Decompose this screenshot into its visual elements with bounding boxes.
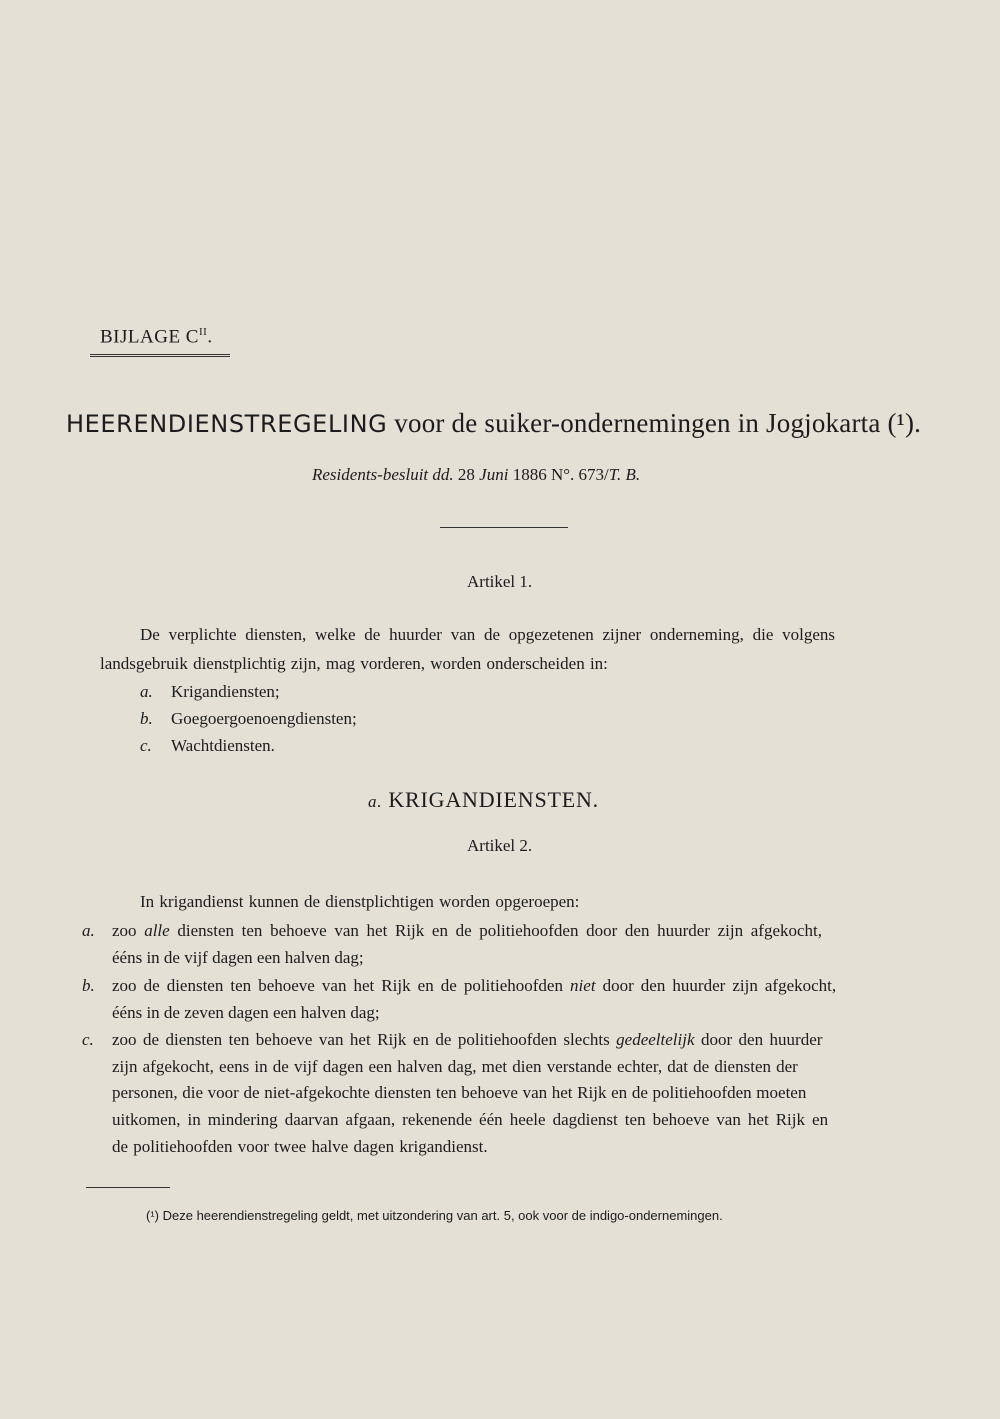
article-2-item-c-line-2: zijn afgekocht, eens in de vijf dagen een halven dag, met dien verstande echter, dat de diensten der: [112, 1057, 798, 1076]
appendix-label: BIJLAGE $C^{II}$.: [100, 326, 213, 348]
article-1-item-label-a: a.: [140, 682, 153, 701]
article-2-item-a-line-2: ééns in de vijf dagen een halven dag;: [112, 948, 364, 967]
article-2-item-label-c: c.: [82, 1030, 94, 1049]
article-2-intro: In krigandienst kunnen de dienstplichtigen worden opgeroepen:: [140, 892, 580, 911]
article-2-item-c-line-3: personen, die voor de niet-afgekochte diensten ten behoeve van het Rijk en de politiehoofden moeten: [112, 1083, 807, 1102]
article-2-item-c-line-4: uitkomen, in mindering daarvan afgaan, rekenende één heele dagdienst ten behoeve van het Rijk en: [112, 1110, 829, 1129]
document-title: HEERENDIENSTREGELING voor de suiker-ondernemingen in Jogjokarta (¹).: [66, 408, 922, 438]
article-2-item-label-b: b.: [82, 976, 95, 995]
article-1-item-text-a: Krigandiensten;: [171, 682, 280, 701]
appendix-underline: [90, 354, 230, 357]
article-2-item-c-line-5: de politiehoofden voor twee halve dagen krigandienst.: [112, 1137, 488, 1156]
article-1-item-label-c: c.: [140, 736, 152, 755]
footnote: (¹) Deze heerendienstregeling geldt, met uitzondering van art. 5, ook voor de indigo-ondernemingen.: [146, 1208, 723, 1223]
document-subtitle: Residents-besluit dd. 28 Juni 1886 N°. 673/T. B.: [312, 465, 641, 484]
article-2-item-c-line-1: zoo de diensten ten behoeve van het Rijk en de politiehoofden slechts gedeeltelijk door den huurder: [112, 1030, 823, 1049]
section-heading-krigandiensten: a. KRIGANDIENSTEN.: [368, 787, 599, 812]
article-2-heading: Artikel 2.: [467, 836, 533, 855]
article-2-item-b-line-2: ééns in de zeven dagen een halven dag;: [112, 1003, 380, 1022]
article-2-item-label-a: a.: [82, 921, 95, 940]
article-2-item-a-line-1: zoo alle diensten ten behoeve van het Rijk en de politiehoofden door den huurder zijn afgekocht,: [112, 921, 823, 940]
footnote-rule: [86, 1187, 170, 1188]
article-1-line-1: De verplichte diensten, welke de huurder van de opgezetenen zijner onderneming, die volgens: [140, 625, 836, 644]
article-1-item-text-c: Wachtdiensten.: [171, 736, 275, 755]
article-1-heading: Artikel 1.: [467, 572, 533, 591]
title-separator: [440, 527, 568, 528]
article-2-item-b-line-1: zoo de diensten ten behoeve van het Rijk en de politiehoofden niet door den huurder zijn afgekocht,: [112, 976, 837, 995]
article-1-item-label-b: b.: [140, 709, 153, 728]
article-1-line-2: landsgebruik dienstplichtig zijn, mag vorderen, worden onderscheiden in:: [100, 654, 608, 673]
article-1-item-text-b: Goegoergoenoengdiensten;: [171, 709, 357, 728]
